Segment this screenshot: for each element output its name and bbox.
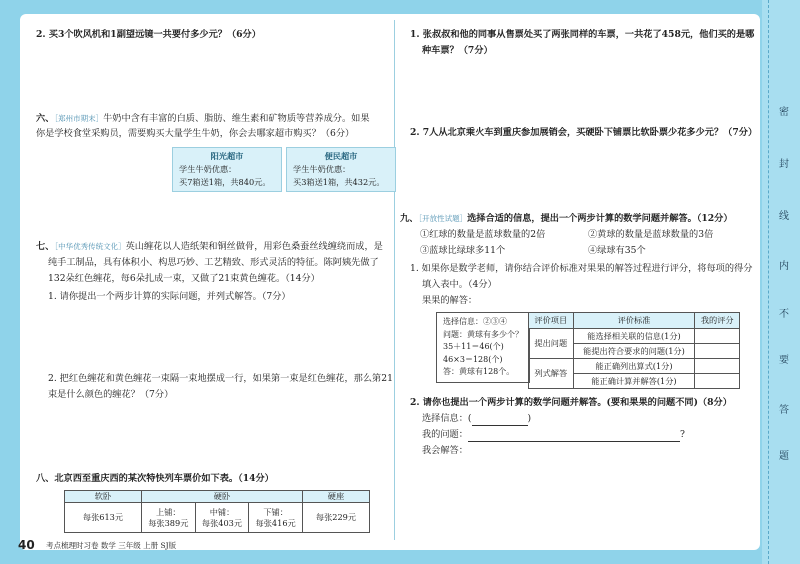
info-item: ①红球的数量是蓝球数量的2倍 xyxy=(420,229,546,240)
question-text: 种车票？（7分） xyxy=(422,45,493,56)
answer-line: 35＋11＝46(个) xyxy=(443,342,504,351)
score-cell[interactable] xyxy=(695,374,740,389)
price-lower-berth: 下铺： 每张416元 xyxy=(249,503,303,533)
question-text: 牛奶中含有丰富的白质、脂肪、维生素和矿物质等营养成分。如果 xyxy=(103,113,370,124)
binding-char: 线 xyxy=(779,211,789,222)
question-title: 选择合适的信息，提出一个两步计算的数学问题并解答。（12分） xyxy=(467,213,733,224)
shop-card-sunshine xyxy=(172,147,282,192)
section-number: 七、 xyxy=(36,241,55,252)
question-text: 2. 买3个吹风机和1副望远镜一共要付多少元？（6分） xyxy=(36,29,261,40)
score-cell[interactable] xyxy=(695,344,740,359)
eval-header: 评价标准 xyxy=(573,313,695,329)
field-label: 选择信息：( xyxy=(422,413,472,424)
evaluation-table xyxy=(528,312,740,389)
guoguo-answer-box xyxy=(436,312,530,383)
answer-line: 答：黄球有128个。 xyxy=(443,367,515,376)
section-number: 九、 xyxy=(400,213,419,224)
binding-char: 答 xyxy=(779,405,789,416)
field-label: ) xyxy=(527,413,532,424)
price-upper-berth: 上铺： 每张389元 xyxy=(142,503,196,533)
question-mark: ? xyxy=(679,429,685,440)
shop-offer: 买3箱送1箱，共432元。 xyxy=(293,177,385,187)
score-cell[interactable] xyxy=(695,329,740,344)
question-text: 2. 7人从北京乘火车到重庆参加展销会，买硬卧下铺票比软卧票少花多少元？（7分） xyxy=(410,127,758,138)
sub-question: 2. 请你也提出一个两步计算的数学问题并解答。(要和果果的问题不同)（8分） xyxy=(410,397,732,408)
score-cell[interactable] xyxy=(695,359,740,374)
eval-criterion: 能提出符合要求的问题(1分) xyxy=(573,344,695,359)
question-text: 132朵红色缠花，每6朵扎成一束，又做了21束黄色缠花。（14分） xyxy=(48,273,320,284)
choose-info-line xyxy=(422,412,531,426)
eval-criterion: 能选择相关联的信息(1分) xyxy=(573,329,695,344)
eval-criterion: 能正确列出算式(1分) xyxy=(573,359,695,374)
field-label: 我会解答： xyxy=(422,445,468,456)
eval-item: 列式解答 xyxy=(529,359,574,389)
price-middle-berth: 中铺： 每张403元 xyxy=(195,503,249,533)
binding-char: 内 xyxy=(779,261,789,272)
my-question-line xyxy=(422,428,685,442)
my-question-blank[interactable] xyxy=(468,441,680,442)
header-hard-seat: 硬座 xyxy=(303,491,370,503)
sub-question: 填入表中。（4分） xyxy=(422,279,497,290)
binding-char: 题 xyxy=(779,451,789,462)
answer-line: 问题：黄球有多少个？ xyxy=(443,329,523,339)
source-tag: ［中华优秀传统文化］ xyxy=(54,242,126,251)
sub-question: 1. 如果你是数学老师，请你结合评价标准对果果的解答过程进行评分，将每项的得分 xyxy=(410,263,753,274)
price-hard-seat: 每张229元 xyxy=(303,503,370,533)
answer-line: 选择信息：②③④ xyxy=(443,317,507,326)
shop-offer-label: 学生牛奶优惠： xyxy=(293,164,351,174)
question-text: 纯手工制品，具有体积小、构思巧妙、工艺精致、形式灵活的特征。陈阿姨先做了 xyxy=(48,257,379,268)
sub-question: 2. 把红色缠花和黄色缠花一束隔一束地摆成一行，如果第一束是红色缠花，那么第21 xyxy=(48,373,393,384)
info-item: ②黄球的数量是蓝球数量的3倍 xyxy=(588,229,714,240)
eval-criterion: 能正确计算并解答(1分) xyxy=(573,374,695,389)
field-label: 我的问题： xyxy=(422,429,468,440)
question-nine xyxy=(400,212,733,226)
page-number: 40 xyxy=(18,538,35,552)
binding-char: 密 xyxy=(779,107,789,118)
source-tag: ［郑州市期末］ xyxy=(54,114,104,123)
page-footer: 考点梳理时习卷 数学 三年级 上册 SJ版 xyxy=(46,541,177,550)
eval-header: 评价项目 xyxy=(529,313,574,329)
eval-header: 我的评分 xyxy=(695,313,740,329)
header-soft-sleeper: 软卧 xyxy=(65,491,142,503)
binding-char: 封 xyxy=(779,159,789,170)
choose-info-blank[interactable] xyxy=(472,425,528,426)
ticket-price-table xyxy=(64,490,370,533)
eval-item: 提出问题 xyxy=(529,329,574,359)
price-soft-sleeper: 每张613元 xyxy=(65,503,142,533)
source-tag: ［开放性试题］ xyxy=(418,214,468,223)
question-title: 八、北京西至重庆西的某次特快列车票价如下表。（14分） xyxy=(36,473,274,484)
shop-title: 便民超市 xyxy=(324,151,358,161)
shop-card-convenience xyxy=(286,147,396,192)
binding-char: 要 xyxy=(779,355,789,366)
shop-title: 阳光超市 xyxy=(210,151,244,161)
binding-dashed-line xyxy=(768,0,769,564)
question-text: 1. 张叔叔和他的同事从售票处买了两张同样的车票，一共花了458元，他们买的是哪 xyxy=(410,29,755,40)
column-divider xyxy=(394,20,395,540)
question-six xyxy=(36,112,370,126)
question-seven xyxy=(36,240,383,254)
question-text: 英山缠花以人造纸架和铜丝做骨，用彩色桑蚕丝线缠绕而成，是 xyxy=(125,241,383,252)
shop-offer: 买7箱送1箱，共840元。 xyxy=(179,177,271,187)
section-number: 六、 xyxy=(36,113,55,124)
question-text: 你是学校食堂采购员，需要购买大量学生牛奶，你会去哪家超市购买？（6分） xyxy=(36,128,355,139)
answer-line: 46×3＝128(个) xyxy=(443,354,503,364)
header-hard-sleeper: 硬卧 xyxy=(142,491,303,503)
info-item: ③蓝球比绿球多11个 xyxy=(420,245,506,256)
info-item: ④绿球有35个 xyxy=(588,245,646,256)
shop-offer-label: 学生牛奶优惠： xyxy=(179,164,237,174)
sub-question: 束是什么颜色的缠花？（7分） xyxy=(48,389,174,400)
sub-question: 1. 请你提出一个两步计算的实际问题，并列式解答。（7分） xyxy=(48,291,291,302)
binding-char: 不 xyxy=(779,309,789,320)
answer-label: 果果的解答： xyxy=(422,295,478,306)
